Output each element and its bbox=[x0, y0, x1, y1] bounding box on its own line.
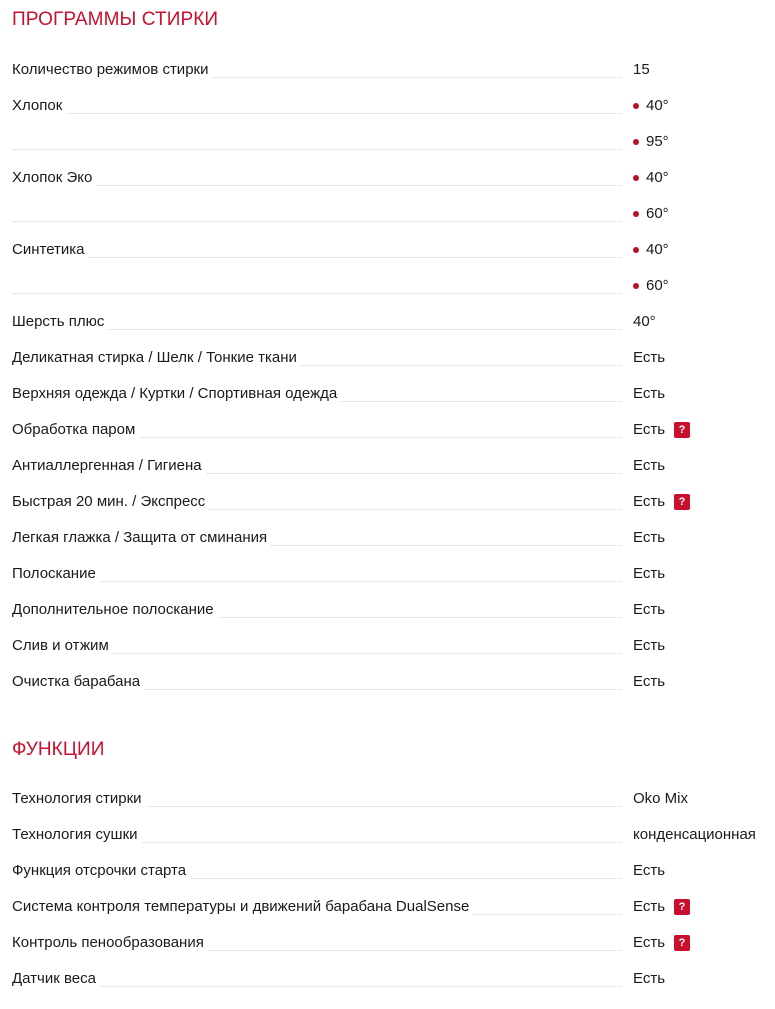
spec-label: Полоскание bbox=[12, 564, 100, 584]
spec-row bbox=[12, 969, 775, 1005]
spec-value-text: 60° bbox=[646, 205, 669, 222]
spec-value-text: Есть bbox=[633, 493, 666, 510]
spec-value bbox=[633, 312, 656, 332]
spec-row bbox=[12, 420, 775, 456]
spec-row bbox=[12, 240, 775, 276]
help-question-icon[interactable]: ? bbox=[674, 494, 690, 510]
spec-label: Синтетика bbox=[12, 240, 89, 260]
spec-value-text: Есть bbox=[633, 673, 666, 690]
bullet-dot-icon bbox=[633, 103, 639, 109]
spec-row bbox=[12, 636, 775, 672]
functions-list bbox=[12, 789, 775, 1005]
spec-row bbox=[12, 933, 775, 969]
spec-value-text: Есть bbox=[633, 349, 666, 366]
spec-label: Количество режимов стирки bbox=[12, 60, 212, 80]
spec-row bbox=[12, 456, 775, 492]
washing-programs-title: ПРОГРАММЫ СТИРКИ bbox=[12, 9, 219, 30]
spec-row bbox=[12, 897, 775, 933]
spec-value-text: 40° bbox=[633, 313, 656, 330]
spec-value-text: конденсационная bbox=[633, 826, 756, 843]
spec-label: Слив и отжим bbox=[12, 636, 113, 656]
spec-value bbox=[633, 204, 669, 224]
spec-label: Функция отсрочки старта bbox=[12, 861, 190, 881]
spec-value-text: 40° bbox=[646, 241, 669, 258]
spec-row bbox=[12, 312, 775, 348]
spec-row bbox=[12, 672, 775, 708]
spec-value-text: 95° bbox=[646, 133, 669, 150]
spec-value bbox=[633, 825, 756, 845]
spec-row bbox=[12, 825, 775, 861]
spec-row bbox=[12, 348, 775, 384]
help-question-icon[interactable]: ? bbox=[674, 422, 690, 438]
spec-value-text: Oko Mix bbox=[633, 790, 689, 807]
spec-row bbox=[12, 96, 775, 132]
spec-value bbox=[633, 492, 690, 512]
spec-value-text: Есть bbox=[633, 385, 666, 402]
spec-value bbox=[633, 132, 669, 152]
spec-label: Технология сушки bbox=[12, 825, 142, 845]
spec-value-text: Есть bbox=[633, 970, 666, 987]
spec-row bbox=[12, 204, 775, 240]
spec-value-text: 40° bbox=[646, 169, 669, 186]
spec-label: Деликатная стирка / Шелк / Тонкие ткани bbox=[12, 348, 301, 368]
spec-value-text: Есть bbox=[633, 637, 666, 654]
spec-label: Датчик веса bbox=[12, 969, 100, 989]
spec-label: Дополнительное полоскание bbox=[12, 600, 218, 620]
spec-value bbox=[633, 168, 669, 188]
spec-value-text: Есть bbox=[633, 421, 666, 438]
spec-value-text: Есть bbox=[633, 934, 666, 951]
spec-value bbox=[633, 861, 665, 881]
spec-value-text: 40° bbox=[646, 97, 669, 114]
spec-label: Технология стирки bbox=[12, 789, 146, 809]
spec-label: Быстрая 20 мин. / Экспресс bbox=[12, 492, 209, 512]
spec-value-text: Есть bbox=[633, 862, 666, 879]
spec-value bbox=[633, 789, 688, 809]
dotted-leader bbox=[12, 185, 622, 186]
dotted-leader bbox=[12, 293, 622, 294]
dotted-leader bbox=[12, 986, 622, 987]
functions-title: ФУНКЦИИ bbox=[12, 739, 105, 760]
spec-value bbox=[633, 636, 665, 656]
spec-value bbox=[633, 348, 665, 368]
dotted-leader bbox=[12, 257, 622, 258]
spec-row bbox=[12, 168, 775, 204]
bullet-dot-icon bbox=[633, 139, 639, 145]
dotted-leader bbox=[12, 221, 622, 222]
spec-value bbox=[633, 969, 665, 989]
spec-value-text: Есть bbox=[633, 565, 666, 582]
spec-value bbox=[633, 420, 690, 440]
spec-label: Шерсть плюс bbox=[12, 312, 108, 332]
spec-row bbox=[12, 384, 775, 420]
spec-row bbox=[12, 861, 775, 897]
spec-value bbox=[633, 933, 690, 953]
spec-value bbox=[633, 456, 665, 476]
spec-row bbox=[12, 492, 775, 528]
bullet-dot-icon bbox=[633, 211, 639, 217]
spec-value-text: Есть bbox=[633, 529, 666, 546]
spec-value bbox=[633, 96, 669, 116]
spec-row bbox=[12, 789, 775, 825]
spec-value bbox=[633, 528, 665, 548]
spec-value-text: 60° bbox=[646, 277, 669, 294]
spec-value-text: Есть bbox=[633, 457, 666, 474]
dotted-leader bbox=[12, 113, 622, 114]
help-question-icon[interactable]: ? bbox=[674, 935, 690, 951]
spec-value bbox=[633, 384, 665, 404]
bullet-dot-icon bbox=[633, 247, 639, 253]
spec-row bbox=[12, 564, 775, 600]
spec-label: Система контроля температуры и движений барабана DualSense bbox=[12, 897, 473, 917]
spec-row bbox=[12, 528, 775, 564]
dotted-leader bbox=[12, 149, 622, 150]
spec-row bbox=[12, 276, 775, 312]
dotted-leader bbox=[12, 581, 622, 582]
spec-label: Антиаллергенная / Гигиена bbox=[12, 456, 206, 476]
spec-value bbox=[633, 240, 669, 260]
spec-value-text: 15 bbox=[633, 61, 650, 78]
spec-value-text: Есть bbox=[633, 601, 666, 618]
spec-value bbox=[633, 276, 669, 296]
spec-label: Легкая глажка / Защита от сминания bbox=[12, 528, 271, 548]
spec-row bbox=[12, 60, 775, 96]
bullet-dot-icon bbox=[633, 283, 639, 289]
spec-value bbox=[633, 564, 665, 584]
spec-label: Хлопок Эко bbox=[12, 168, 96, 188]
spec-label: Верхняя одежда / Куртки / Спортивная одежда bbox=[12, 384, 341, 404]
spec-label: Обработка паром bbox=[12, 420, 139, 440]
spec-value-text: Есть bbox=[633, 898, 666, 915]
spec-value bbox=[633, 60, 650, 80]
spec-label: Очистка барабана bbox=[12, 672, 144, 692]
spec-label: Хлопок bbox=[12, 96, 66, 116]
spec-row bbox=[12, 132, 775, 168]
bullet-dot-icon bbox=[633, 175, 639, 181]
help-question-icon[interactable]: ? bbox=[674, 899, 690, 915]
spec-row bbox=[12, 600, 775, 636]
spec-value bbox=[633, 897, 690, 917]
spec-value bbox=[633, 600, 665, 620]
washing-programs-list bbox=[12, 60, 775, 708]
spec-label: Контроль пенообразования bbox=[12, 933, 208, 953]
spec-value bbox=[633, 672, 665, 692]
